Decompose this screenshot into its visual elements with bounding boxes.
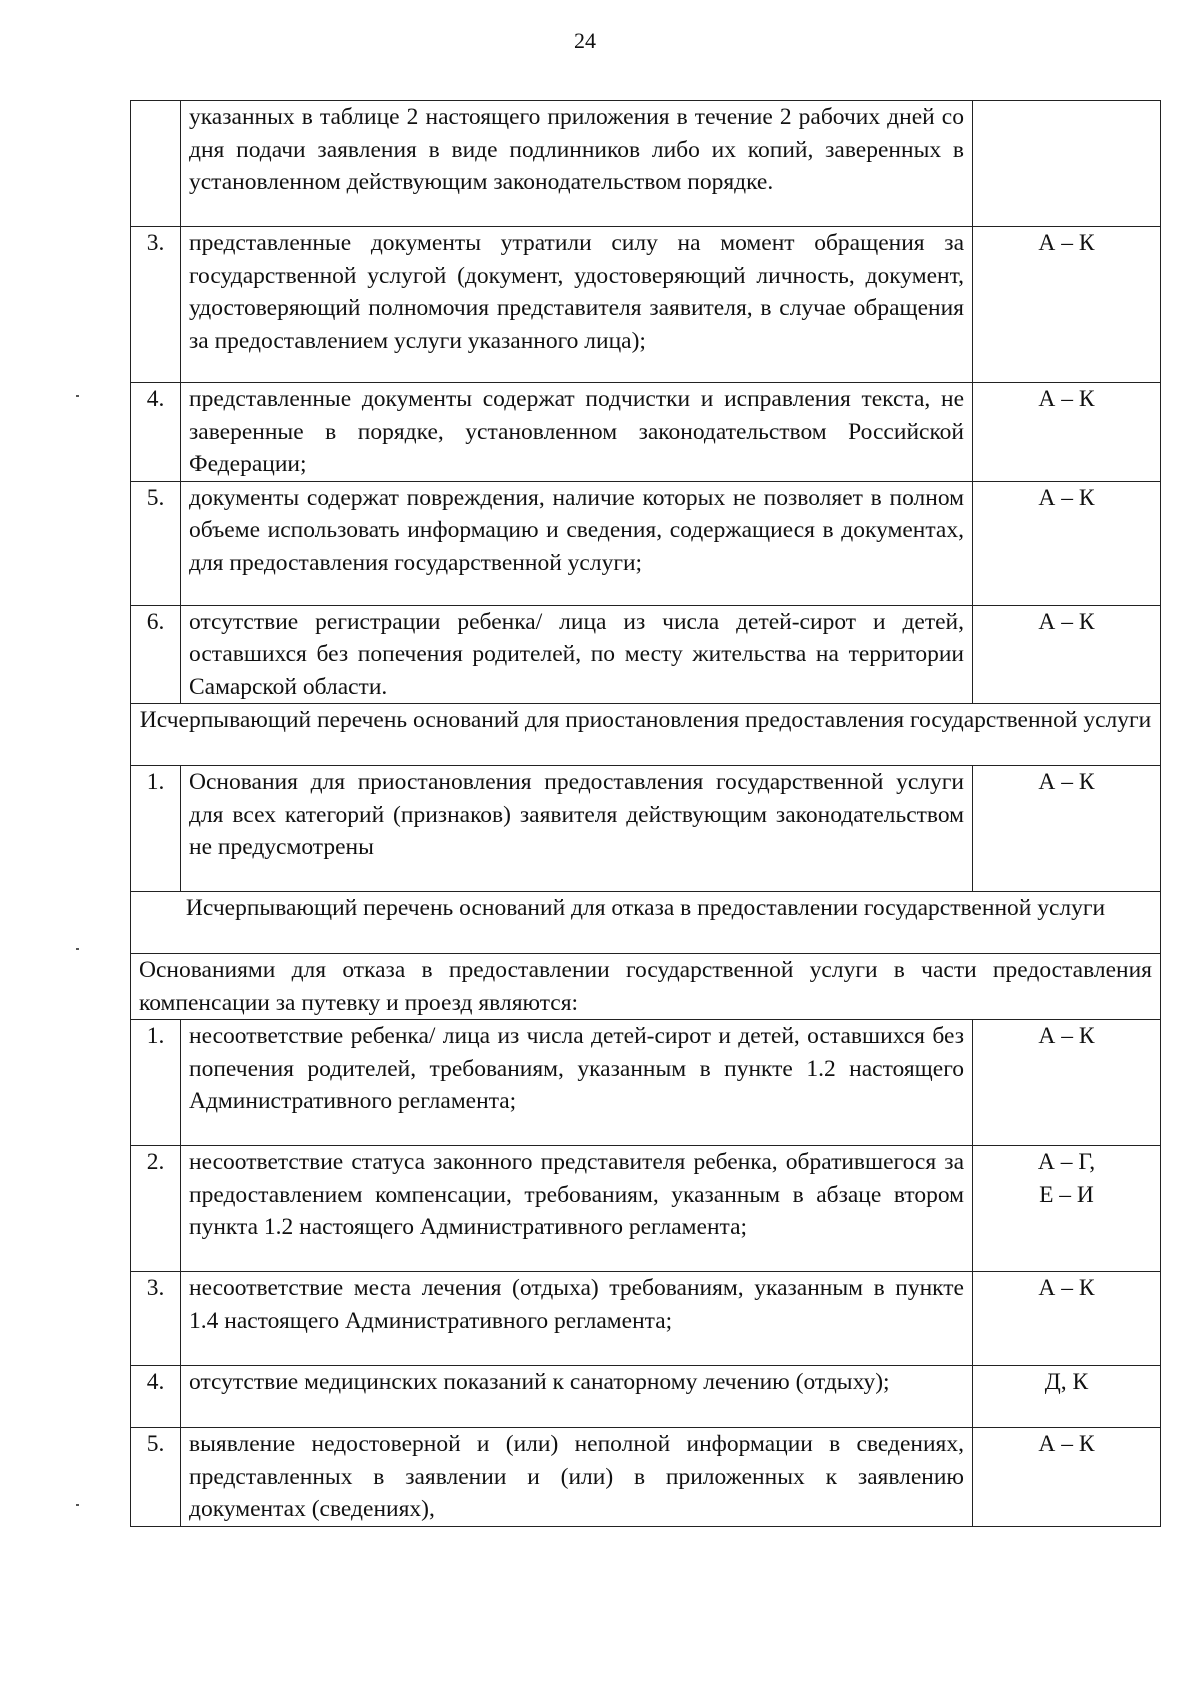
scan-speck (76, 1504, 79, 1506)
scan-speck (76, 948, 79, 950)
row-text: несоответствие статуса законного представителя ребенка, обратившегося за предоставлением компенсации, требованиям, указанным в абзаце втором пункта 1.2 настоящего Административного регламента; (181, 1146, 973, 1272)
row-number: 3. (131, 1272, 181, 1366)
row-category: А – К (973, 766, 1161, 892)
table-row (131, 1428, 1161, 1527)
row-category: А – К (973, 1020, 1161, 1146)
row-number: 4. (131, 383, 181, 482)
row-category: А – К (973, 383, 1161, 482)
section-heading: Исчерпывающий перечень оснований для отказа в предоставлении государственной услуги (131, 892, 1161, 954)
row-text: отсутствие медицинских показаний к санаторному лечению (отдыху); (181, 1366, 973, 1428)
section-heading: Исчерпывающий перечень оснований для приостановления предоставления государственной услуги (131, 704, 1161, 766)
section-heading-row (131, 892, 1161, 954)
table-row (131, 1272, 1161, 1366)
row-text: несоответствие места лечения (отдыха) требованиям, указанным в пункте 1.4 настоящего Административного регламента; (181, 1272, 973, 1366)
row-category (973, 101, 1161, 227)
page-number: 24 (574, 28, 596, 53)
row-category: А – К (973, 1428, 1161, 1527)
row-category: А – К (973, 1272, 1161, 1366)
table-row (131, 101, 1161, 227)
row-text: представленные документы содержат подчистки и исправления текста, не заверенные в порядке, установленном законодательством Российской Федерации; (181, 383, 973, 482)
row-number: 4. (131, 1366, 181, 1428)
table-row (131, 605, 1161, 704)
row-category: А – Г, Е – И (973, 1146, 1161, 1272)
table-row (131, 383, 1161, 482)
row-number: 1. (131, 766, 181, 892)
table-row (131, 1146, 1161, 1272)
row-number: 1. (131, 1020, 181, 1146)
row-number: 2. (131, 1146, 181, 1272)
section-heading-row (131, 704, 1161, 766)
row-text: отсутствие регистрации ребенка/ лица из числа детей-сирот и детей, оставшихся без попечения родителей, по месту жительства на территории Самарской области. (181, 605, 973, 704)
row-text: представленные документы утратили силу на момент обращения за государственной услугой (документ, удостоверяющий личность, документ, удостоверяющий полномочия представителя заявителя, в случае обращения за предоставлением услуги указанного лица); (181, 227, 973, 383)
row-category: А – К (973, 227, 1161, 383)
intro-row (131, 954, 1161, 1020)
scan-speck (76, 395, 79, 397)
row-number: 6. (131, 605, 181, 704)
table-row (131, 766, 1161, 892)
row-text: Основания для приостановления предоставления государственной услуги для всех категорий (признаков) заявителя действующим законодательством не предусмотрены (181, 766, 973, 892)
intro-text: Основаниями для отказа в предоставлении государственной услуги в части предоставления компенсации за путевку и проезд являются: (131, 954, 1161, 1020)
table-row (131, 227, 1161, 383)
row-text: указанных в таблице 2 настоящего приложения в течение 2 рабочих дней со дня подачи заявления в виде подлинников либо их копий, заверенных в установленном действующим законодательством порядке. (181, 101, 973, 227)
table-row (131, 481, 1161, 605)
row-number: 5. (131, 1428, 181, 1527)
row-text: несоответствие ребенка/ лица из числа детей-сирот и детей, оставшихся без попечения родителей, требованиям, указанным в пункте 1.2 настоящего Административного регламента; (181, 1020, 973, 1146)
row-number (131, 101, 181, 227)
grounds-table (130, 100, 1161, 1527)
table-row (131, 1020, 1161, 1146)
row-number: 5. (131, 481, 181, 605)
row-category: А – К (973, 481, 1161, 605)
table-row (131, 1366, 1161, 1428)
row-category: Д, К (973, 1366, 1161, 1428)
row-number: 3. (131, 227, 181, 383)
row-text: выявление недостоверной и (или) неполной информации в сведениях, представленных в заявлении и (или) в приложенных к заявлению документах (сведениях), (181, 1428, 973, 1527)
row-text: документы содержат повреждения, наличие которых не позволяет в полном объеме использовать информацию и сведения, содержащиеся в документах, для предоставления государственной услуги; (181, 481, 973, 605)
row-category: А – К (973, 605, 1161, 704)
